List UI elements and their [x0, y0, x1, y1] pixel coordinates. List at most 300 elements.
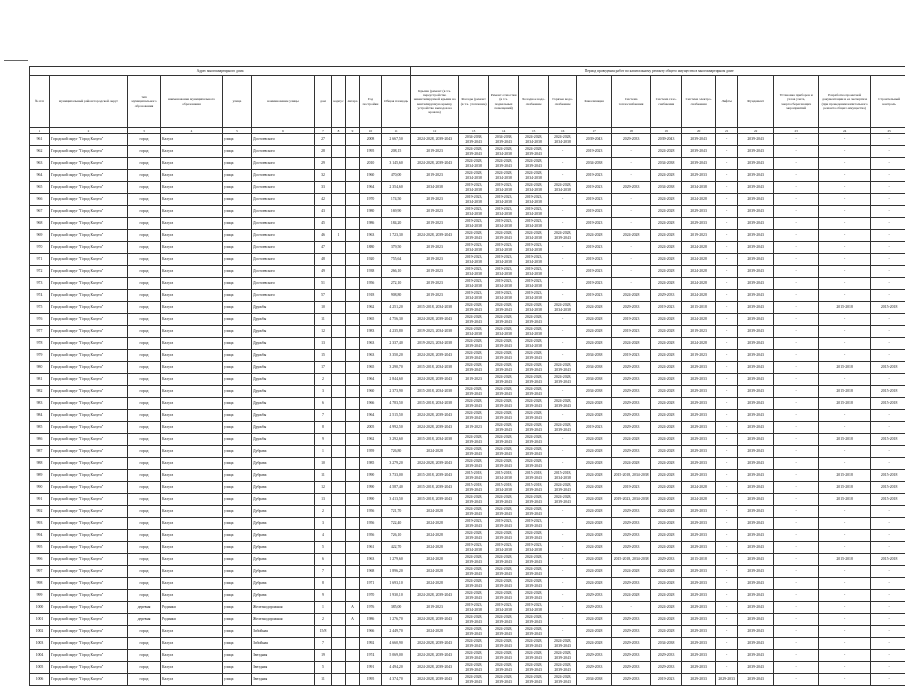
- table-cell: 57: [315, 290, 332, 302]
- table-cell: -: [716, 530, 738, 542]
- table-cell: Забойная: [252, 638, 315, 650]
- table-cell: Городской округ "Город Калуга": [50, 230, 128, 242]
- table-cell: 5: [315, 662, 332, 674]
- table-cell: 1005: [30, 662, 50, 674]
- column-number: 23: [774, 128, 819, 134]
- table-cell: -: [774, 554, 819, 566]
- table-cell: Звездная: [252, 650, 315, 662]
- table-cell: 2024-2028, 2039-2043: [489, 638, 519, 650]
- table-row: [30, 302, 905, 314]
- table-cell: Городской округ "Город Калуга": [50, 602, 128, 614]
- table-cell: 2029-2033: [682, 662, 716, 674]
- table-cell: 999: [30, 590, 50, 602]
- table-cell: улица: [223, 230, 252, 242]
- table-cell: Городской округ "Город Калуга": [50, 470, 128, 482]
- table-cell: 2019-2023, 2034-2038: [489, 290, 519, 302]
- column-number: 2: [50, 128, 128, 134]
- table-cell: 2029-2033: [612, 518, 651, 530]
- table-cell: -: [716, 626, 738, 638]
- table-cell: Городской округ "Город Калуга": [50, 482, 128, 494]
- table-cell: 2024-2028, 2039-2043: [411, 350, 459, 362]
- table-cell: [346, 362, 360, 374]
- table-cell: 2039-2043: [738, 458, 774, 470]
- table-cell: -: [819, 446, 871, 458]
- table-cell: Дружбы: [252, 338, 315, 350]
- table-cell: -: [549, 602, 577, 614]
- table-cell: 2034-2038: [577, 350, 612, 362]
- table-cell: 2039-2043: [738, 182, 774, 194]
- table-body: [30, 134, 905, 686]
- table-cell: -: [819, 590, 871, 602]
- table-cell: город: [128, 194, 161, 206]
- table-cell: 2024-2028, 2039-2043: [519, 314, 549, 326]
- table-cell: 2024-2028: [651, 218, 682, 230]
- table-cell: -: [774, 614, 819, 626]
- table-cell: Достоевского: [252, 170, 315, 182]
- table-cell: Звездная: [252, 662, 315, 674]
- table-cell: город: [128, 506, 161, 518]
- column-number: 7: [315, 128, 332, 134]
- table-cell: 2024-2028: [651, 614, 682, 626]
- table-cell: город: [128, 302, 161, 314]
- table-cell: 2029-2033: [682, 566, 716, 578]
- table-cell: -: [819, 518, 871, 530]
- table-cell: 2024-2028: [651, 518, 682, 530]
- table-cell: 2024-2028: [682, 194, 716, 206]
- table-cell: -: [871, 650, 905, 662]
- table-cell: 2024-2028: [651, 530, 682, 542]
- table-cell: 2024-2028, 2034-2038: [549, 134, 577, 146]
- table-cell: город: [128, 638, 161, 650]
- table-cell: 2024-2028, 2039-2043: [459, 530, 489, 542]
- table-cell: 2024-2028, 2039-2043: [519, 530, 549, 542]
- table-cell: -: [871, 170, 905, 182]
- table-cell: улица: [223, 134, 252, 146]
- table-cell: Городской округ "Город Калуга": [50, 242, 128, 254]
- table-cell: 1963: [360, 338, 382, 350]
- table-cell: 2024-2028: [651, 266, 682, 278]
- table-cell: 1002: [30, 626, 50, 638]
- table-cell: -: [774, 578, 819, 590]
- table-cell: 984: [30, 410, 50, 422]
- table-cell: 2 337,40: [382, 338, 411, 350]
- table-cell: [346, 278, 360, 290]
- table-cell: улица: [223, 170, 252, 182]
- table-cell: город: [128, 566, 161, 578]
- table-cell: -: [774, 446, 819, 458]
- table-cell: 2019-2023, 2034-2038: [459, 278, 489, 290]
- table-cell: [346, 626, 360, 638]
- table-cell: -: [716, 518, 738, 530]
- table-cell: 2029-2033: [577, 662, 612, 674]
- table-cell: 2039-2043: [738, 410, 774, 422]
- table-row: [30, 266, 905, 278]
- table-cell: 2029-2033: [612, 638, 651, 650]
- table-cell: 1991: [360, 662, 382, 674]
- table-cell: улица: [223, 374, 252, 386]
- table-cell: 2015-2018, 2034-2038: [411, 362, 459, 374]
- table-cell: 2019-2023, 2034-2038: [489, 194, 519, 206]
- table-cell: -: [774, 662, 819, 674]
- table-cell: 2024-2028: [651, 194, 682, 206]
- table-cell: -: [716, 194, 738, 206]
- table-cell: 4 374,70: [382, 674, 411, 686]
- table-cell: 994: [30, 530, 50, 542]
- table-cell: 2024-2028, 2039-2043: [489, 530, 519, 542]
- table-cell: 3 413,50: [382, 494, 411, 506]
- table-cell: [346, 398, 360, 410]
- table-cell: [332, 398, 346, 410]
- table-cell: Городской округ "Город Калуга": [50, 446, 128, 458]
- table-cell: 2029-2033: [682, 434, 716, 446]
- table-cell: 2015-2018, 2039-2043: [411, 494, 459, 506]
- column-header: муниципальный район/городской округ: [50, 76, 128, 128]
- table-cell: 964: [30, 170, 50, 182]
- table-cell: Дубрава: [252, 458, 315, 470]
- table-cell: 2024-2028: [577, 530, 612, 542]
- table-cell: 2019-2023, 2034-2038: [459, 266, 489, 278]
- table-cell: 2039-2043: [738, 290, 774, 302]
- table-cell: 2029-2033: [612, 530, 651, 542]
- table-cell: 2019-2023: [577, 278, 612, 290]
- table-cell: город: [128, 626, 161, 638]
- table-cell: 2024-2028, 2039-2043: [459, 338, 489, 350]
- table-cell: 2034-2038: [577, 362, 612, 374]
- table-cell: -: [819, 542, 871, 554]
- table-cell: город: [128, 386, 161, 398]
- table-cell: 2024-2028, 2039-2043: [459, 578, 489, 590]
- table-cell: 993: [30, 518, 50, 530]
- table-cell: 28: [315, 146, 332, 158]
- table-cell: улица: [223, 554, 252, 566]
- table-cell: Городской округ "Город Калуга": [50, 566, 128, 578]
- table-cell: улица: [223, 350, 252, 362]
- table-cell: -: [774, 266, 819, 278]
- table-cell: Калуга: [161, 470, 223, 482]
- table-cell: 2024-2028: [577, 458, 612, 470]
- table-cell: -: [716, 218, 738, 230]
- table-cell: -: [716, 638, 738, 650]
- table-cell: 2024-2028, 2039-2043: [489, 674, 519, 686]
- column-header: Ремонт отмостки (в т.ч. подвальных помещений): [489, 76, 519, 128]
- table-cell: 980: [30, 362, 50, 374]
- table-cell: город: [128, 254, 161, 266]
- table-cell: 2019-2023, 2034-2038: [519, 266, 549, 278]
- table-cell: 2024-2028: [651, 410, 682, 422]
- table-cell: -: [716, 458, 738, 470]
- table-row: [30, 206, 905, 218]
- table-cell: Калуга: [161, 374, 223, 386]
- table-cell: 997: [30, 566, 50, 578]
- table-cell: Дубрава: [252, 446, 315, 458]
- table-cell: 2024-2028: [651, 386, 682, 398]
- table-cell: -: [716, 206, 738, 218]
- table-row: [30, 338, 905, 350]
- table-cell: 2019-2023, 2034-2038: [519, 290, 549, 302]
- table-cell: 2015-2018, 2034-2038: [411, 434, 459, 446]
- table-cell: 2019-2023, 2039-2043: [519, 518, 549, 530]
- table-cell: -: [549, 434, 577, 446]
- table-cell: 2024-2028: [651, 422, 682, 434]
- table-cell: [346, 158, 360, 170]
- table-cell: Городской округ "Город Калуга": [50, 674, 128, 686]
- table-cell: город: [128, 314, 161, 326]
- table-cell: -: [716, 314, 738, 326]
- table-cell: 2019-2023, 2034-2038: [519, 542, 549, 554]
- table-cell: 3 350,20: [382, 350, 411, 362]
- table-cell: 2039-2043: [738, 374, 774, 386]
- table-cell: 49: [315, 266, 332, 278]
- table-cell: -: [774, 410, 819, 422]
- table-cell: 2024-2028, 2039-2043: [519, 590, 549, 602]
- table-cell: [332, 602, 346, 614]
- table-cell: 2029-2033: [682, 530, 716, 542]
- column-header: тип муниципального образования: [128, 76, 161, 128]
- table-cell: -: [774, 482, 819, 494]
- table-cell: Городской округ "Город Калуга": [50, 542, 128, 554]
- table-cell: город: [128, 674, 161, 686]
- table-cell: Калуга: [161, 410, 223, 422]
- table-cell: 2039-2043: [738, 470, 774, 482]
- table-cell: -: [549, 626, 577, 638]
- table-cell: 32: [315, 170, 332, 182]
- table-cell: 1918: [360, 290, 382, 302]
- column-header: литера: [346, 76, 360, 128]
- table-cell: 2019-2023: [411, 602, 459, 614]
- table-cell: -: [774, 422, 819, 434]
- table-cell: 4 235,80: [382, 326, 411, 338]
- table-cell: [332, 134, 346, 146]
- table-cell: -: [774, 218, 819, 230]
- table-cell: -: [716, 410, 738, 422]
- table-cell: Дубрава: [252, 530, 315, 542]
- table-cell: -: [549, 518, 577, 530]
- table-cell: -: [549, 542, 577, 554]
- column-header: № п/п: [30, 76, 50, 128]
- table-cell: Калуга: [161, 494, 223, 506]
- table-cell: -: [871, 662, 905, 674]
- table-cell: 2029-2033: [651, 650, 682, 662]
- table-cell: 1976: [360, 602, 382, 614]
- table-cell: [346, 590, 360, 602]
- table-cell: 2024-2028: [577, 614, 612, 626]
- table-cell: [346, 542, 360, 554]
- table-cell: 2029-2033: [682, 650, 716, 662]
- table-cell: Городской округ "Город Калуга": [50, 362, 128, 374]
- table-row: [30, 482, 905, 494]
- table-cell: 2024-2028: [411, 554, 459, 566]
- table-cell: 2024-2028: [651, 506, 682, 518]
- table-row: [30, 374, 905, 386]
- table-cell: [346, 374, 360, 386]
- table-cell: 2024-2028, 2034-2038: [519, 230, 549, 242]
- table-cell: 3 292,60: [382, 434, 411, 446]
- table-cell: -: [774, 338, 819, 350]
- table-cell: 2029-2033: [682, 410, 716, 422]
- table-cell: Калуга: [161, 302, 223, 314]
- table-cell: 2024-2028, 2039-2043: [489, 338, 519, 350]
- table-cell: 2024-2028, 2039-2043: [549, 422, 577, 434]
- table-cell: 1960: [360, 386, 382, 398]
- table-row: [30, 446, 905, 458]
- table-cell: 2024-2028: [651, 314, 682, 326]
- table-cell: 2015-2018, 2034-2038: [612, 470, 651, 482]
- table-cell: -: [549, 554, 577, 566]
- table-cell: 2024-2028, 2039-2043: [489, 578, 519, 590]
- table-cell: 2019-2023, 2034-2038: [489, 182, 519, 194]
- table-cell: [346, 326, 360, 338]
- table-row: [30, 674, 905, 686]
- table-cell: Калуга: [161, 278, 223, 290]
- table-cell: 973: [30, 278, 50, 290]
- table-cell: -: [871, 230, 905, 242]
- table-cell: -: [549, 338, 577, 350]
- table-cell: 2019-2023: [577, 170, 612, 182]
- table-cell: 3 733,00: [382, 470, 411, 482]
- table-row: [30, 134, 905, 146]
- table-cell: 1006: [30, 674, 50, 686]
- table-cell: -: [716, 470, 738, 482]
- table-cell: [332, 494, 346, 506]
- table-cell: город: [128, 578, 161, 590]
- table-cell: -: [774, 254, 819, 266]
- table-cell: 1962: [360, 434, 382, 446]
- table-cell: 42: [315, 194, 332, 206]
- table-cell: Калуга: [161, 458, 223, 470]
- table-cell: -: [774, 134, 819, 146]
- table-cell: 46: [315, 230, 332, 242]
- table-cell: город: [128, 434, 161, 446]
- table-cell: 272,10: [382, 278, 411, 290]
- table-cell: Калуга: [161, 350, 223, 362]
- table-cell: 2029-2033: [682, 674, 716, 686]
- table-cell: город: [128, 518, 161, 530]
- table-cell: Городской округ "Город Калуга": [50, 458, 128, 470]
- table-cell: Железнодорожная: [252, 602, 315, 614]
- table-cell: 2024-2028, 2039-2043: [489, 662, 519, 674]
- table-cell: -: [871, 278, 905, 290]
- table-cell: Калуга: [161, 170, 223, 182]
- table-cell: -: [871, 566, 905, 578]
- table-cell: 975: [30, 302, 50, 314]
- table-cell: -: [716, 542, 738, 554]
- table-cell: 962: [30, 146, 50, 158]
- table-cell: Железнодорожная: [252, 614, 315, 626]
- table-cell: 2024-2028: [577, 434, 612, 446]
- table-cell: Калуга: [161, 530, 223, 542]
- table-cell: 1938: [360, 266, 382, 278]
- table-cell: 2024-2028, 2039-2043: [489, 362, 519, 374]
- table-cell: -: [549, 266, 577, 278]
- table-cell: 2029-2033: [612, 374, 651, 386]
- table-cell: улица: [223, 278, 252, 290]
- table-cell: 2024-2028, 2039-2043: [489, 374, 519, 386]
- table-cell: -: [871, 350, 905, 362]
- table-cell: 983: [30, 398, 50, 410]
- address-group-header: Адрес многоквартирного дома: [30, 67, 411, 76]
- table-cell: Калуга: [161, 242, 223, 254]
- table-cell: Дружбы: [252, 314, 315, 326]
- table-row: [30, 626, 905, 638]
- table-cell: -: [774, 230, 819, 242]
- table-cell: 27: [315, 134, 332, 146]
- table-cell: 2034-2038: [577, 674, 612, 686]
- table-cell: -: [716, 290, 738, 302]
- table-cell: 979: [30, 350, 50, 362]
- table-cell: 2 354,60: [382, 182, 411, 194]
- table-cell: -: [871, 218, 905, 230]
- table-cell: 2024-2028, 2034-2038: [549, 182, 577, 194]
- table-cell: 2024-2028, 2039-2043: [489, 350, 519, 362]
- table-cell: [332, 254, 346, 266]
- table-cell: 2024-2028: [651, 542, 682, 554]
- table-cell: 2024-2028, 2034-2038: [519, 338, 549, 350]
- table-cell: 2029-2033: [612, 626, 651, 638]
- table-cell: [332, 614, 346, 626]
- table-cell: 2019-2023: [411, 206, 459, 218]
- table-cell: -: [774, 374, 819, 386]
- column-number: 12: [411, 128, 459, 134]
- table-cell: 2024-2028, 2039-2043: [489, 386, 519, 398]
- table-cell: 2024-2028: [682, 338, 716, 350]
- column-number: 10: [360, 128, 382, 134]
- table-cell: -: [774, 314, 819, 326]
- table-cell: 1965: [360, 362, 382, 374]
- table-cell: -: [716, 302, 738, 314]
- table-cell: город: [128, 554, 161, 566]
- table-cell: [332, 266, 346, 278]
- table-cell: 2039-2043: [738, 350, 774, 362]
- table-cell: Дубрава: [252, 566, 315, 578]
- table-cell: [332, 554, 346, 566]
- table-cell: 2024-2028: [682, 482, 716, 494]
- table-cell: 2029-2033: [612, 650, 651, 662]
- table-cell: -: [716, 494, 738, 506]
- table-cell: 1956: [360, 506, 382, 518]
- table-cell: -: [819, 314, 871, 326]
- table-cell: Дружбы: [252, 302, 315, 314]
- table-cell: -: [871, 638, 905, 650]
- table-cell: Дружбы: [252, 362, 315, 374]
- table-cell: 1986: [360, 218, 382, 230]
- table-cell: 2024-2028: [577, 518, 612, 530]
- table-cell: город: [128, 362, 161, 374]
- table-cell: [332, 470, 346, 482]
- table-row: [30, 146, 905, 158]
- table-row: [30, 290, 905, 302]
- table-cell: -: [819, 638, 871, 650]
- table-cell: 2024-2028: [651, 482, 682, 494]
- table-cell: 2024-2028: [577, 542, 612, 554]
- table-cell: 1961: [360, 542, 382, 554]
- table-cell: 2024-2028: [577, 446, 612, 458]
- table-cell: Калуга: [161, 626, 223, 638]
- table-cell: улица: [223, 662, 252, 674]
- table-cell: улица: [223, 494, 252, 506]
- table-cell: 2024-2028, 2039-2043: [459, 554, 489, 566]
- table-cell: 2024-2028, 2034-2038: [519, 326, 549, 338]
- table-cell: 2029-2033: [612, 614, 651, 626]
- table-row: [30, 566, 905, 578]
- table-cell: 2024-2028: [577, 470, 612, 482]
- table-cell: город: [128, 170, 161, 182]
- table-cell: 422,70: [382, 542, 411, 554]
- table-cell: 2024-2028, 2039-2043: [459, 302, 489, 314]
- table-cell: Городской округ "Город Калуга": [50, 530, 128, 542]
- table-cell: город: [128, 290, 161, 302]
- table-cell: -: [549, 566, 577, 578]
- table-cell: 2024-2028: [411, 506, 459, 518]
